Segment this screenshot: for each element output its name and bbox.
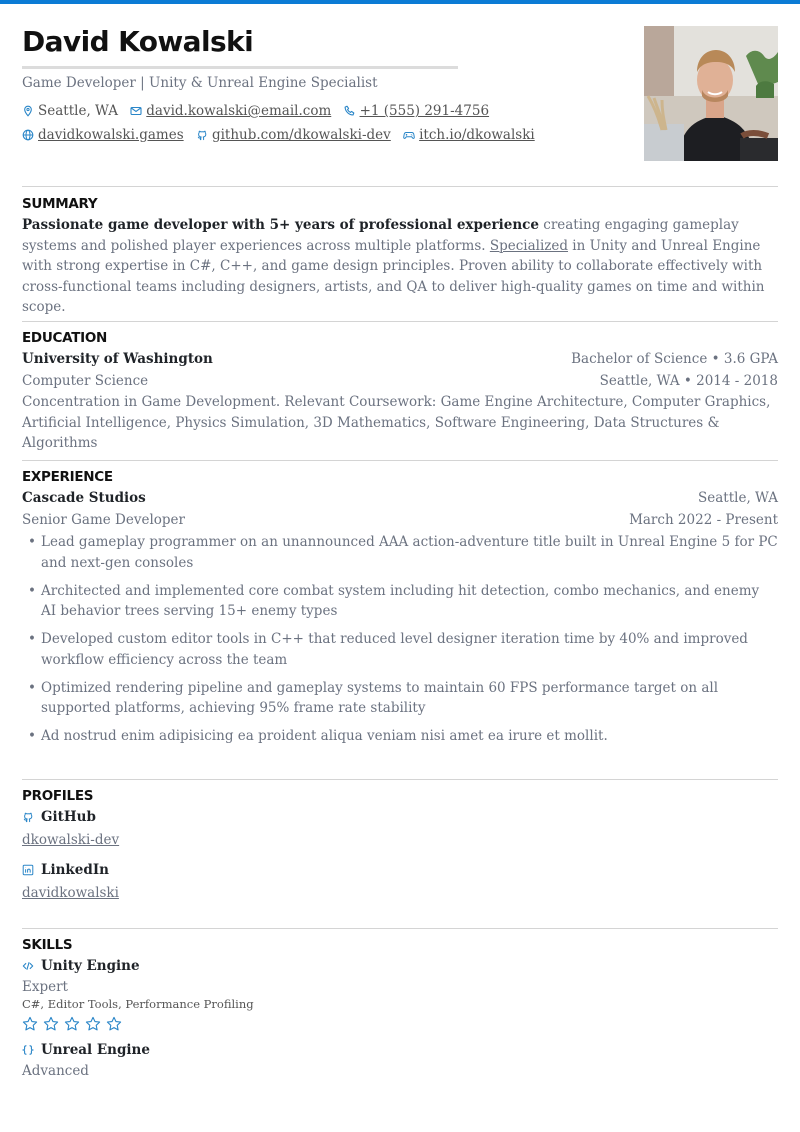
summary-section xyxy=(22,187,778,321)
experience-row-1 xyxy=(22,488,778,510)
profile-username-link[interactable]: davidkowalski xyxy=(22,885,119,901)
company-name: Cascade Studios xyxy=(22,490,146,506)
skill-item xyxy=(22,1042,778,1079)
skill-name: Unreal Engine xyxy=(41,1042,150,1058)
skill-level: Expert xyxy=(22,979,68,995)
education-section xyxy=(22,322,778,460)
education-heading: EDUCATION xyxy=(22,330,108,346)
company-location: Seattle, WA xyxy=(698,490,778,506)
phone-link[interactable]: +1 (555) 291-4756 xyxy=(359,103,490,119)
experience-bullets xyxy=(26,532,778,747)
name-underline xyxy=(22,66,458,69)
linkedin-icon xyxy=(22,864,34,876)
education-row-2 xyxy=(22,371,778,393)
experience-row-2 xyxy=(22,510,778,532)
skill-name-row xyxy=(22,958,778,974)
contact-email[interactable] xyxy=(130,100,331,122)
contact-github[interactable] xyxy=(196,124,391,146)
list-item: • Architected and implemented core combat system including hit detection, combo mechanics, and enemy AI behavior trees serving 15+ enemy types xyxy=(26,581,778,622)
contact-list xyxy=(22,100,632,148)
globe-icon xyxy=(22,129,34,141)
summary-text-1: creating engaging gameplay systems and polished player experiences across multiple platforms. xyxy=(22,217,739,254)
list-item: • Developed custom editor tools in C++ that reduced level designer iteration time by 40% and improved workflow efficiency across the team xyxy=(26,629,778,670)
contact-location xyxy=(22,100,118,122)
experience-heading: EXPERIENCE xyxy=(22,469,113,485)
field-of-study: Computer Science xyxy=(22,372,149,389)
education-details: Concentration in Game Development. Relevant Coursework: Game Engine Architecture, Computer Graphics, Artificial Intelligence, Physics Simulation, 3D Mathematics, Software Engineering, Data Structures & Algorithms xyxy=(22,394,771,451)
github-icon xyxy=(22,811,34,823)
contact-website[interactable] xyxy=(22,124,184,146)
code-icon xyxy=(22,960,34,972)
contact-phone[interactable] xyxy=(344,100,489,122)
degree: Bachelor of Science • 3.6 GPA xyxy=(571,351,778,367)
github-link[interactable]: github.com/dkowalski-dev xyxy=(211,127,391,143)
profile-photo xyxy=(644,26,778,161)
school-name: University of Washington xyxy=(22,351,213,367)
headline: Game Developer | Unity & Unreal Engine Specialist xyxy=(22,75,378,91)
profile-linkedin xyxy=(22,862,778,901)
email-link[interactable]: david.kowalski@email.com xyxy=(146,103,332,119)
summary-text xyxy=(22,215,778,318)
skill-keywords: C#, Editor Tools, Performance Profiling xyxy=(22,997,254,1011)
email-icon xyxy=(130,105,142,117)
profile-github xyxy=(22,809,778,848)
summary-underlined: Specialized xyxy=(489,237,569,254)
skill-rating xyxy=(22,1016,778,1032)
list-item: • Ad nostrud enim adipisicing ea proident aliqua veniam nisi amet ea irure et mollit. xyxy=(26,726,778,747)
star-icon xyxy=(43,1016,59,1032)
github-icon xyxy=(196,129,208,141)
contact-location-text: Seattle, WA xyxy=(38,103,118,119)
profile-username-link[interactable]: dkowalski-dev xyxy=(22,832,120,848)
skill-level: Advanced xyxy=(22,1063,89,1079)
star-icon xyxy=(85,1016,101,1032)
braces-icon xyxy=(22,1044,34,1056)
summary-text-2: in Unity and Unreal Engine with strong expertise in C#, C++, and game design principles. Proven ability to collaborate effectively with cross-functional teams including designers, artists, and QA to deliver high-quality games on time and within scope. xyxy=(22,237,765,315)
star-icon xyxy=(22,1016,38,1032)
skill-item xyxy=(22,958,778,1032)
candidate-name: David Kowalski xyxy=(22,25,254,58)
skill-name-row xyxy=(22,1042,778,1058)
profiles-heading: PROFILES xyxy=(22,788,94,804)
job-dates: March 2022 - Present xyxy=(629,511,778,528)
education-row-1 xyxy=(22,349,778,371)
profile-network xyxy=(22,809,778,825)
experience-section xyxy=(22,461,778,779)
skill-name: Unity Engine xyxy=(41,958,140,974)
list-item: • Optimized rendering pipeline and gameplay systems to maintain 60 FPS performance target on all supported platforms, achieving 95% frame rate stability xyxy=(26,678,778,719)
phone-icon xyxy=(344,105,356,117)
star-icon xyxy=(106,1016,122,1032)
profiles-section xyxy=(22,780,778,928)
skills-section xyxy=(22,929,778,1079)
star-icon xyxy=(64,1016,80,1032)
resume-header xyxy=(22,0,778,186)
job-title: Senior Game Developer xyxy=(22,511,185,528)
summary-heading: SUMMARY xyxy=(22,196,98,212)
profile-network-name: LinkedIn xyxy=(41,862,109,878)
contact-itch[interactable] xyxy=(403,124,535,146)
list-item: • Lead gameplay programmer on an unannounced AAA action-adventure title built in Unreal Engine 5 for PC and next-gen consoles xyxy=(26,532,778,573)
itch-link[interactable]: itch.io/dkowalski xyxy=(419,127,535,143)
profile-network-name: GitHub xyxy=(41,809,96,825)
summary-bold: Passionate game developer with 5+ years of professional experience xyxy=(22,217,539,233)
website-link[interactable]: davidkowalski.games xyxy=(38,127,184,143)
resume-page xyxy=(22,0,778,1079)
profile-network xyxy=(22,862,778,878)
education-location-dates: Seattle, WA • 2014 - 2018 xyxy=(599,372,778,389)
location-pin-icon xyxy=(22,105,34,117)
skills-heading: SKILLS xyxy=(22,937,73,953)
gamepad-icon xyxy=(403,129,415,141)
